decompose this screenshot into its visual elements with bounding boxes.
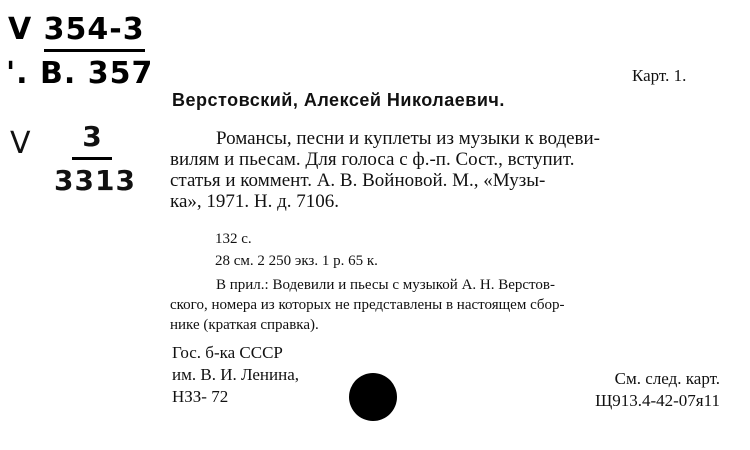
card-punch-hole xyxy=(349,373,397,421)
handwritten-fraction-numerator: 3 xyxy=(72,120,112,160)
library-line-3: НЗЗ- 72 xyxy=(172,387,229,406)
handwritten-code-2: B. 357 xyxy=(40,56,154,91)
note-line-2: ского, номера из которых не представлены в настоящем сбор- xyxy=(170,297,565,313)
title-line-1: Романсы, песни и куплеты из музыки к водеви- xyxy=(216,128,601,149)
handwritten-check-mark: V xyxy=(8,12,33,47)
card-number: Карт. 1. xyxy=(632,66,687,85)
continuation-note xyxy=(595,368,720,412)
title-line-2: вилям и пьесам. Для голоса с ф.-п. Сост., вступит. xyxy=(170,149,575,170)
classification-code: Щ913.4-42-07я11 xyxy=(595,391,720,410)
pages-count: 132 с. xyxy=(215,231,252,247)
appendix-note xyxy=(170,275,722,335)
library-stamp xyxy=(172,342,299,408)
author-heading: Верстовский, Алексей Николаевич. xyxy=(172,90,505,110)
note-line-1: В прил.: Водевили и пьесы с музыкой А. Н. Верстов- xyxy=(216,277,555,293)
handwritten-shelfmark-1 xyxy=(8,12,145,47)
handwritten-shelfmark-2 xyxy=(6,56,153,91)
title-line-3: статья и коммент. А. В. Войновой. М., «Музы- xyxy=(170,170,546,191)
library-line-2: им. В. И. Ленина, xyxy=(172,365,300,384)
note-line-3: нике (краткая справка). xyxy=(170,317,319,333)
library-line-1: Гос. б-ка СССР xyxy=(172,343,283,362)
handwritten-dot-mark: '. xyxy=(6,56,29,91)
continuation-line-1: См. след. карт. xyxy=(614,369,720,388)
handwritten-check-mark-2: V xyxy=(10,126,31,161)
print-run-price: 28 см. 2 250 экз. 1 р. 65 к. xyxy=(215,253,378,269)
title-description xyxy=(170,128,720,212)
title-line-4: ка», 1971. Н. д. 7106. xyxy=(170,191,340,212)
handwritten-fraction-denominator: 3313 xyxy=(54,164,136,197)
handwritten-code-1: 354-3 xyxy=(44,12,145,52)
